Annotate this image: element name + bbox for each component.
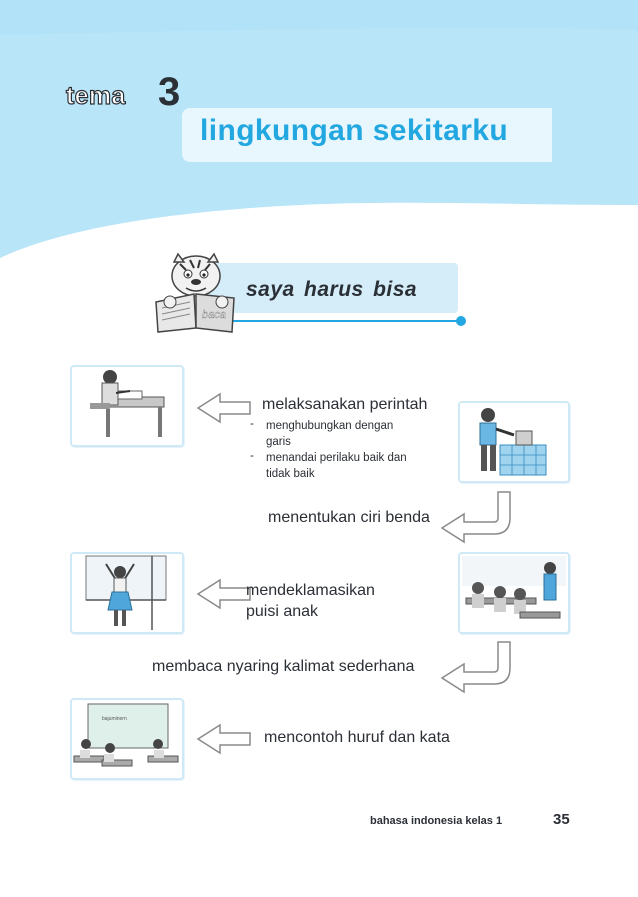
bullet-dash: - (250, 450, 254, 462)
item-puisi-line2: puisi anak (246, 603, 319, 620)
tema-label: tema (66, 82, 126, 110)
banner-dot (456, 316, 466, 326)
page-title: lingkungan sekitarku (200, 114, 509, 147)
board-text: bajuminern (102, 716, 127, 722)
arrow-left-icon (196, 576, 252, 612)
page-number: 35 (553, 811, 570, 828)
picture-students-copying-board (70, 698, 184, 780)
item-membaca-title: membaca nyaring kalimat sederhana (152, 658, 415, 675)
uturn-arrow-icon (440, 638, 516, 696)
footer-book-title: bahasa indonesia kelas 1 (370, 815, 503, 827)
picture-writing-at-desk (70, 365, 184, 447)
picture-girl-reciting (70, 552, 184, 634)
item-ciri-title: menentukan ciri benda (268, 509, 430, 526)
arrow-left-icon (196, 721, 252, 757)
arrow-left-icon (196, 390, 252, 426)
bullet-dash: - (250, 418, 254, 430)
bullet-text: tidak baik (266, 468, 315, 480)
book-label: baca (202, 309, 226, 321)
tiger-mascot-icon (150, 252, 242, 334)
bullet-text: menghubungkan dengan (266, 420, 394, 432)
item-puisi-line1: mendeklamasikan (246, 582, 375, 599)
tema-number: 3 (158, 70, 181, 114)
item-huruf-title: mencontoh huruf dan kata (264, 729, 450, 746)
item-perintah-title: melaksanakan perintah (262, 396, 428, 413)
uturn-arrow-icon (440, 488, 516, 546)
bullet-text: menandai perilaku baik dan (266, 452, 407, 464)
picture-boy-with-bucket (458, 401, 570, 483)
banner-title: saya harus bisa (246, 278, 418, 301)
picture-classroom-students (458, 552, 570, 634)
bullet-text: garis (266, 436, 291, 448)
